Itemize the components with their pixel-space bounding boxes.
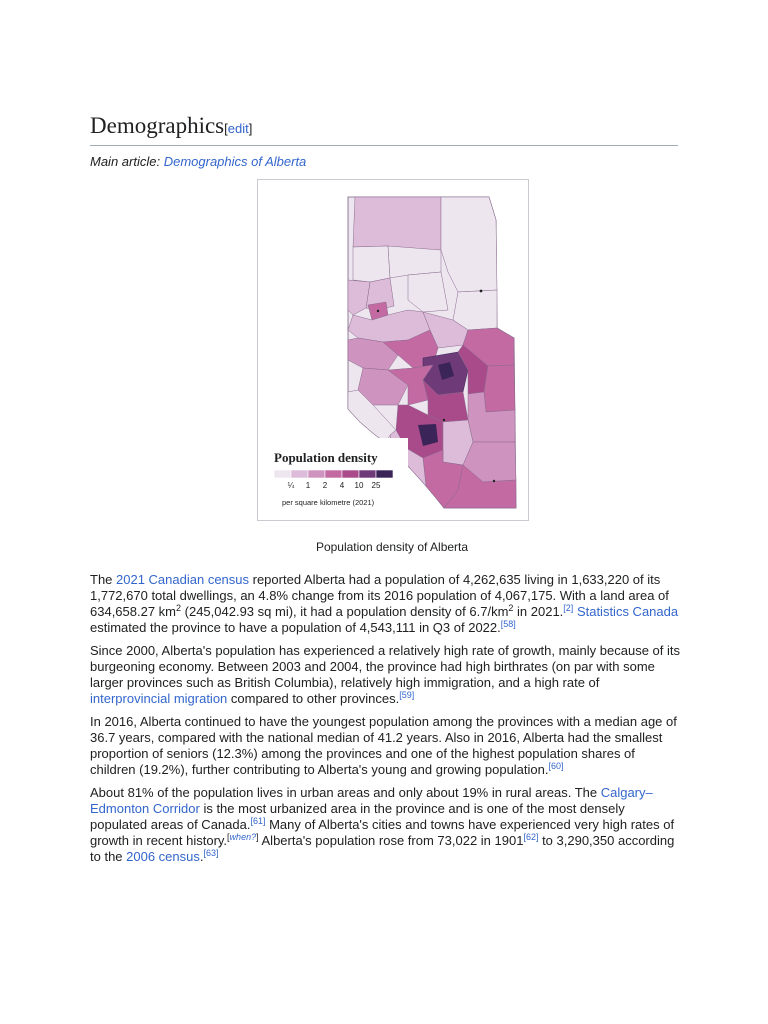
superscript: 2 [176,603,182,613]
region-nw [353,197,441,252]
reference-link[interactable]: [60] [548,761,564,771]
legend-tick-label: 2 [322,481,328,490]
main-article-link[interactable]: Demographics of Alberta [163,154,307,169]
legend-swatch [274,470,291,478]
legend-swatch [342,470,359,478]
city-dot [493,480,495,482]
region-w1 [353,246,390,282]
population-density-figure[interactable] [257,179,529,521]
legend-title: Population density [274,450,378,465]
reference-link[interactable]: [62] [523,832,539,842]
legend-tick-label: ¼ [287,481,295,490]
legend-tick-label: 4 [339,481,345,490]
article-body [90,572,682,872]
superscript: 2 [508,603,514,613]
region-ne2 [453,290,497,330]
statistics-canada-link[interactable]: Statistics Canada [576,604,679,619]
calgary-edmonton-corridor-link[interactable]: Calgary–Edmonton Corridor [90,785,653,816]
legend-tick-label: 25 [371,481,381,490]
legend-tick-label: 10 [354,481,364,490]
when-link[interactable]: when? [229,832,257,842]
section-title: Demographics [90,113,225,138]
hatnote: Main article: Demographics of Alberta [90,154,307,169]
legend-unit: per square kilometre (2021) [282,498,375,507]
census-2006-link[interactable]: 2006 census [126,849,200,864]
city-dot [377,310,379,312]
city-dot [480,290,483,293]
paragraph-growth: Since 2000, Alberta's population has experienced a relatively high rate of growth, mainly because of its burgeoning economy. Between 2003 and 2004, the province had high birthrates (on par with some larger provinces such as British Columbia), relatively high immigration, and a high rate of interprovincial migration compared to other provinces.[59] [90,643,681,706]
legend-swatch [308,470,325,478]
legend-tick-label: 1 [305,481,311,490]
interprovincial-migration-link[interactable]: interprovincial migration [90,691,228,706]
legend-swatch [291,470,308,478]
region-e3 [484,365,515,412]
city-dot [443,419,445,421]
legend-swatch [359,470,376,478]
legend-swatch [325,470,342,478]
reference-link[interactable]: [61] [250,816,266,826]
section-heading [90,110,678,146]
reference-link[interactable]: [59] [399,690,415,700]
paragraph-age: In 2016, Alberta continued to have the youngest population among the provinces with a median age of 36.7 years, compared with the national median of 41.2 years. Also in 2016, Alberta had the smallest proportion of seniors (12.3%) among the provinces and one of the highest population shares of children (19.2%), further contributing to Alberta's young and growing population.[60] [90,714,677,777]
paragraph-urban: About 81% of the population lives in urban areas and only about 19% in rural areas. The Calgary–Edmonton Corridor is the most urbanized area in the province and is one of the most densely populated areas of Canada.[61] Many of Alberta's cities and towns have experienced very high rates of growth in recent history.[when?] Alberta's population rose from 73,022 in 1901[62] to 3,290,350 according to the 2006 census.[63] [90,785,675,864]
alberta-density-map [258,180,528,520]
census-link[interactable]: 2021 Canadian census [116,572,250,587]
legend-swatches [274,470,393,478]
paragraph-census: The 2021 Canadian census reported Alberta had a population of 4,262,635 living in 1,633,220 of its 1,772,670 total dwellings, an 4.8% change from its 2016 population of 4,067,175. With a land area of 634,658.27 $km^2$ (245,042.93 sq mi), it had a population density of $6.7/km^2$ in 2021.[2] Statistics Canada estimated the province to have a population of 4,543,111 in Q3 of 2022.[58] [90,572,679,635]
reference-link[interactable]: [63] [203,848,219,858]
reference-link[interactable]: [2] [563,603,574,613]
figure-caption: Population density of Alberta [315,540,469,554]
citation-needed: [when?] [227,832,259,842]
reference-link[interactable]: [58] [500,619,516,629]
edit-link[interactable]: edit [227,121,249,136]
legend-swatch [376,470,393,478]
edit-link-wrapper: [edit] [224,121,253,136]
